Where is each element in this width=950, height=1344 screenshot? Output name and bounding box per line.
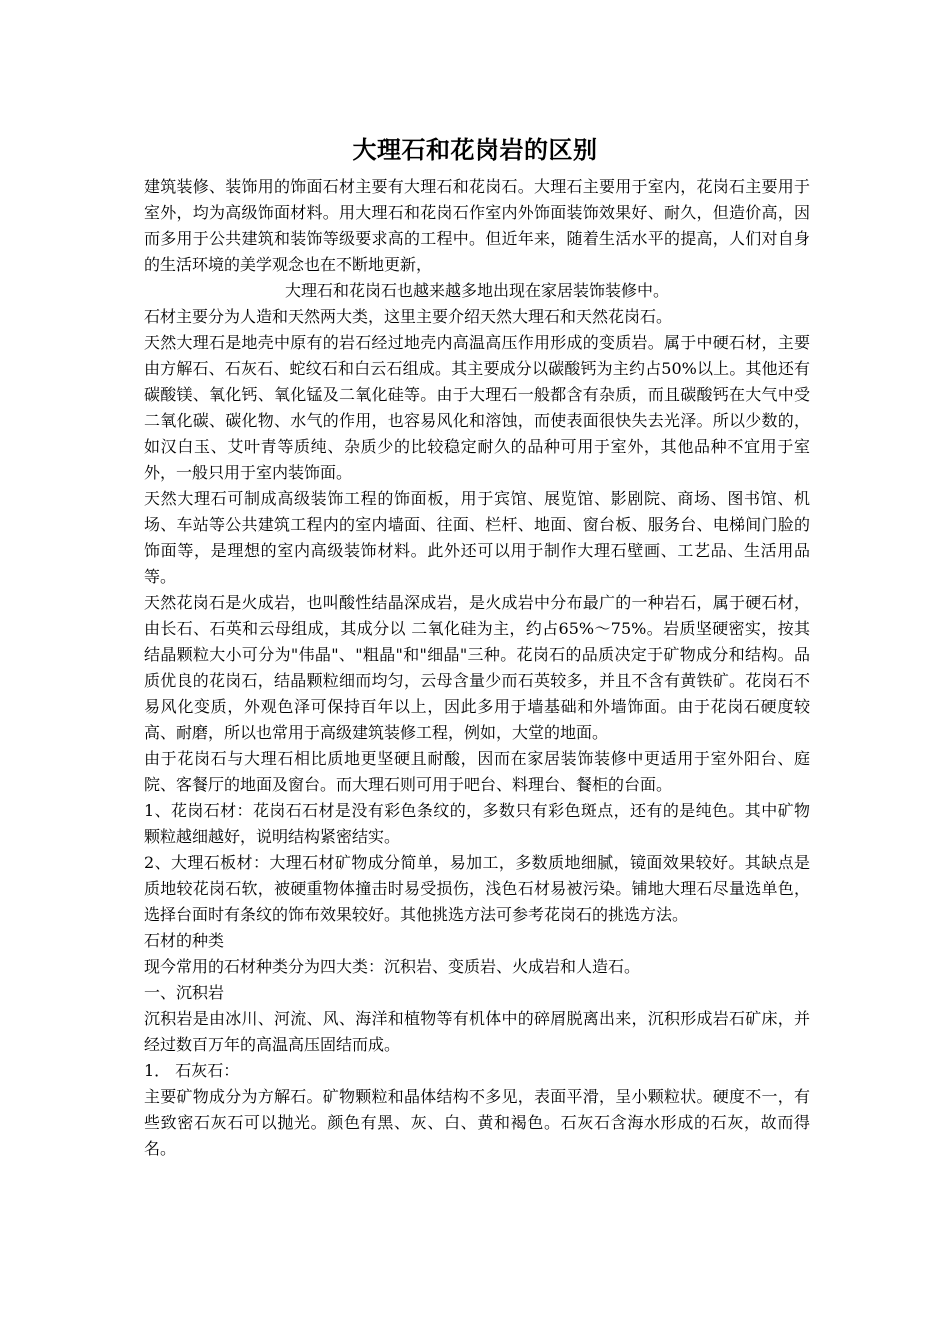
paragraph-granite-definition: 天然花岗石是火成岩，也叫酸性结晶深成岩，是火成岩中分布最广的一种岩石，属于硬石材，由长石、石英和云母组成，其成分以 二氧化硅为主，约占65%～75%。岩质坚硬密实，按其结晶颗粒大小可分为"伟晶"、"粗晶"和"细晶"三种。花岗石的品质决定于矿物成分和结构。品质优良的花岗石，结晶颗粒细而均匀，云母含量少而石英较多，并且不含有黄铁矿。花岗石不易风化变质，外观色泽可保持百年以上，因此多用于墙基础和外墙饰面。由于花岗石硬度较高、耐磨，所以也常用于高级建筑装修工程，例如，大堂的地面。 [144, 593, 810, 742]
intro-paragraph: 建筑装修、装饰用的饰面石材主要有大理石和花岗石。大理石主要用于室内，花岗石主要用于室外，均为高级饰面材料。用大理石和花岗石作室内外饰面装饰效果好、耐久，但造价高，因而多用于公共建筑和装饰等级要求高的工程中。但近年来，随着生活水平的提高，人们对自身的生活环境的美学观念也在不断地更新， [144, 177, 810, 274]
paragraph-home-use: 由于花岗石与大理石相比质地更坚硬且耐酸，因而在家居装饰装修中更适用于室外阳台、庭院、客餐厅的地面及窗台。而大理石则可用于吧台、料理台、餐柜的台面。 [144, 749, 810, 794]
paragraph-marble-selection: 2、大理石板材：大理石材矿物成分简单，易加工，多数质地细腻，镜面效果较好。其缺点是质地较花岗石软，被硬重物体撞击时易受损伤，浅色石材易被污染。铺地大理石尽量选单色，选择台面时有条纹的饰布效果较好。其他挑选方法可参考花岗石的挑选方法。 [144, 853, 810, 924]
paragraph-granite-selection: 1、花岗石材：花岗石石材是没有彩色条纹的，多数只有彩色斑点，还有的是纯色。其中矿物颗粒越细越好，说明结构紧密结实。 [144, 801, 810, 846]
paragraph-marble-uses: 天然大理石可制成高级装饰工程的饰面板，用于宾馆、展览馆、影剧院、商场、图书馆、机场、车站等公共建筑工程内的室内墙面、往面、栏杆、地面、窗台板、服务台、电梯间门脸的饰面等，是理想的室内高级装饰材料。此外还可以用于制作大理石壁画、工艺品、生活用品等。 [144, 489, 810, 586]
section-heading-sedimentary: 一、沉积岩 [144, 983, 225, 1002]
document-body [144, 174, 810, 1162]
paragraph-stone-types: 石材主要分为人造和天然两大类，这里主要介绍天然大理石和天然花岗石。 [144, 307, 673, 326]
section-heading-stone-kinds: 石材的种类 [144, 931, 225, 950]
intro-paragraph-tail: 大理石和花岗石也越来越多地出现在家居装饰装修中。 [284, 281, 669, 300]
document-title: 大理石和花岗岩的区别 [352, 136, 598, 164]
paragraph-four-categories: 现今常用的石材种类分为四大类：沉积岩、变质岩、火成岩和人造石。 [144, 957, 641, 976]
subheading-limestone: 1． 石灰石： [144, 1061, 240, 1080]
paragraph-marble-definition: 天然大理石是地壳中原有的岩石经过地壳内高温高压作用形成的变质岩。属于中硬石材，主要由方解石、石灰石、蛇纹石和白云石组成。其主要成分以碳酸钙为主约占50%以上。其他还有碳酸镁、氧化钙、氧化锰及二氧化硅等。由于大理石一般都含有杂质，而且碳酸钙在大气中受二氧化碳、碳化物、水气的作用，也容易风化和溶蚀，而使表面很快失去光泽。所以少数的，如汉白玉、艾叶青等质纯、杂质少的比较稳定耐久的品种可用于室外，其他品种不宜用于室外，一般只用于室内装饰面。 [144, 333, 810, 482]
paragraph-sedimentary-definition: 沉积岩是由冰川、河流、风、海洋和植物等有机体中的碎屑脱离出来，沉积形成岩石矿床，并经过数百万年的高温高压固结而成。 [144, 1009, 810, 1054]
paragraph-limestone: 主要矿物成分为方解石。矿物颗粒和晶体结构不多见，表面平滑，呈小颗粒状。硬度不一，有些致密石灰石可以抛光。颜色有黑、灰、白、黄和褐色。石灰石含海水形成的石灰，故而得名。 [144, 1087, 810, 1158]
